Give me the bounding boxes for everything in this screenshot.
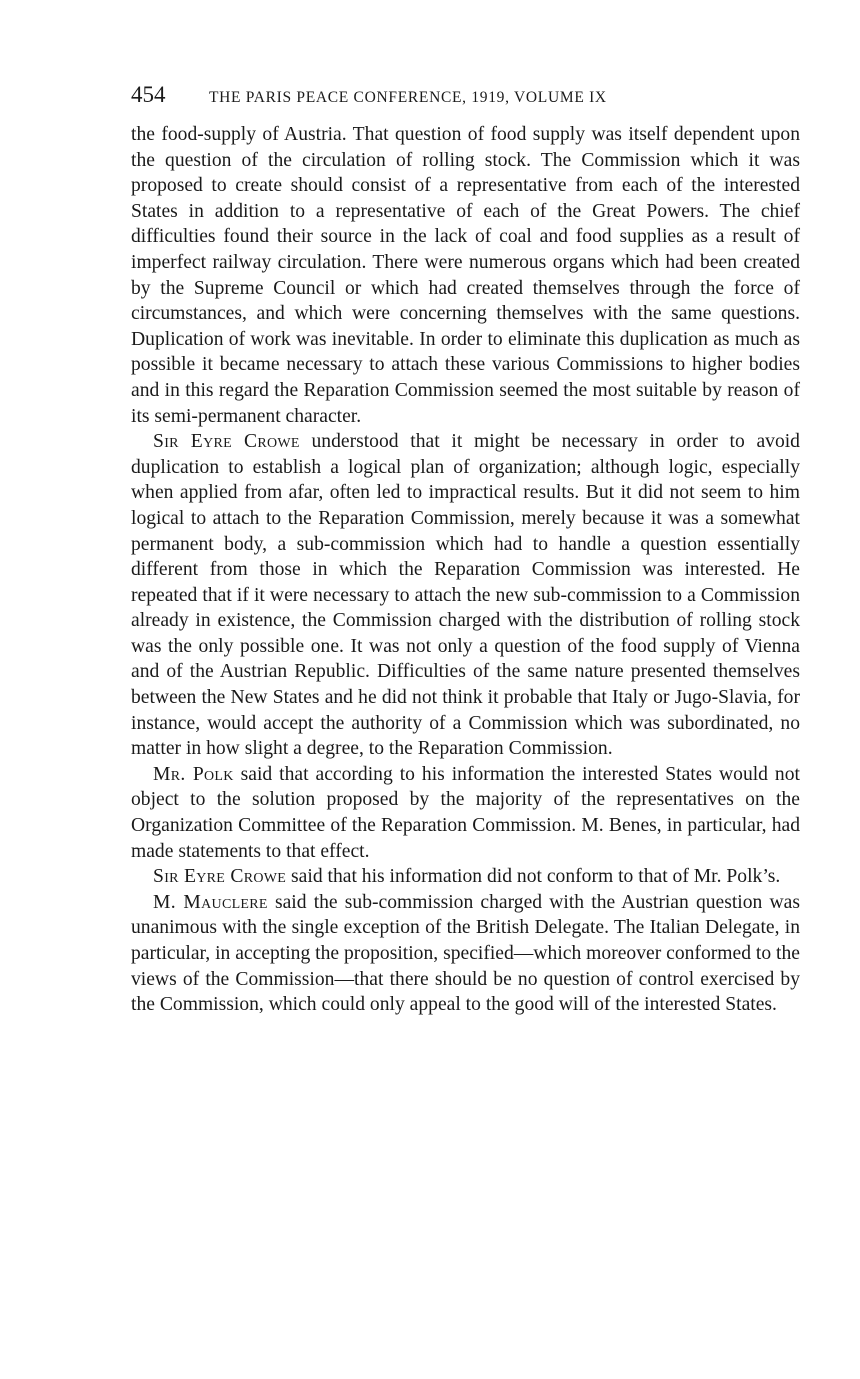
document-page	[131, 82, 800, 1018]
paragraph-4	[131, 864, 800, 890]
speaker-name: Sir Eyre Crowe	[153, 431, 300, 453]
speaker-name: M. Mauclere	[153, 891, 268, 913]
paragraph-text: said that his information did not conform to that of Mr. Polk’s.	[286, 866, 781, 888]
running-head	[131, 82, 800, 112]
paragraph-5	[131, 890, 800, 1018]
paragraph-text: said the sub-commission charged with the Austrian question was unanimous with the single exception of the British Delegate. The Italian Delegate, in particular, in accepting the proposition, specified—which moreover conformed to the views of the Commission—that there should be no question of control exercised by the Commission, which could only appeal to the good will of the interested States.	[131, 891, 800, 1016]
speaker-name: Sir Eyre Crowe	[153, 866, 287, 888]
paragraph-text: understood that it might be necessary in order to avoid duplication to establish a logical plan of organization; although logic, especially when applied from afar, often led to impractical results. But it did not seem to him logical to attach to the Reparation Commission, merely because it was a somewhat permanent body, a sub-commission which had to handle a question essentially different from those in which the Reparation Commission was interested. He repeated that if it were necessary to attach the new sub-commission to a Commission already in existence, the Commission charged with the distribution of rolling stock was the only possible one. It was not only a question of the food supply of Vienna and of the Austrian Republic. Difficulties of the same nature presented themselves between the New States and he did not think it probable that Italy or Jugo-Slavia, for instance, would accept the authority of a Commission which was subordinated, no matter in how slight a degree, to the Reparation Commission.	[131, 431, 800, 760]
paragraph-3	[131, 762, 800, 864]
speaker-name: Mr. Polk	[153, 763, 234, 785]
page-number: 454	[131, 82, 166, 107]
paragraph-1	[131, 122, 800, 429]
paragraph-2	[131, 429, 800, 762]
paragraph-text: said that according to his information the interested States would not object to the solution proposed by the majority of the representatives on the Organization Committee of the Reparation Commission. M. Benes, in particular, had made statements to that effect.	[131, 763, 800, 862]
paragraph-text: the food-supply of Austria. That question of food supply was itself dependent upon the question of the circulation of rolling stock. The Commission which it was proposed to create should consist of a representative from each of the interested States in addition to a representative of each of the Great Powers. The chief difficulties found their source in the lack of coal and food supplies as a result of imperfect railway circulation. There were numerous organs which had been created by the Supreme Council or which had created themselves through the force of circumstances, and which were concerning themselves with the same questions. Duplication of work was inevitable. In order to eliminate this duplication as much as possible it became necessary to attach these various Commissions to higher bodies and in this regard the Reparation Commission seemed the most suitable by reason of its semi-permanent character.	[131, 124, 800, 427]
running-title: THE PARIS PEACE CONFERENCE, 1919, VOLUME IX	[209, 89, 607, 106]
